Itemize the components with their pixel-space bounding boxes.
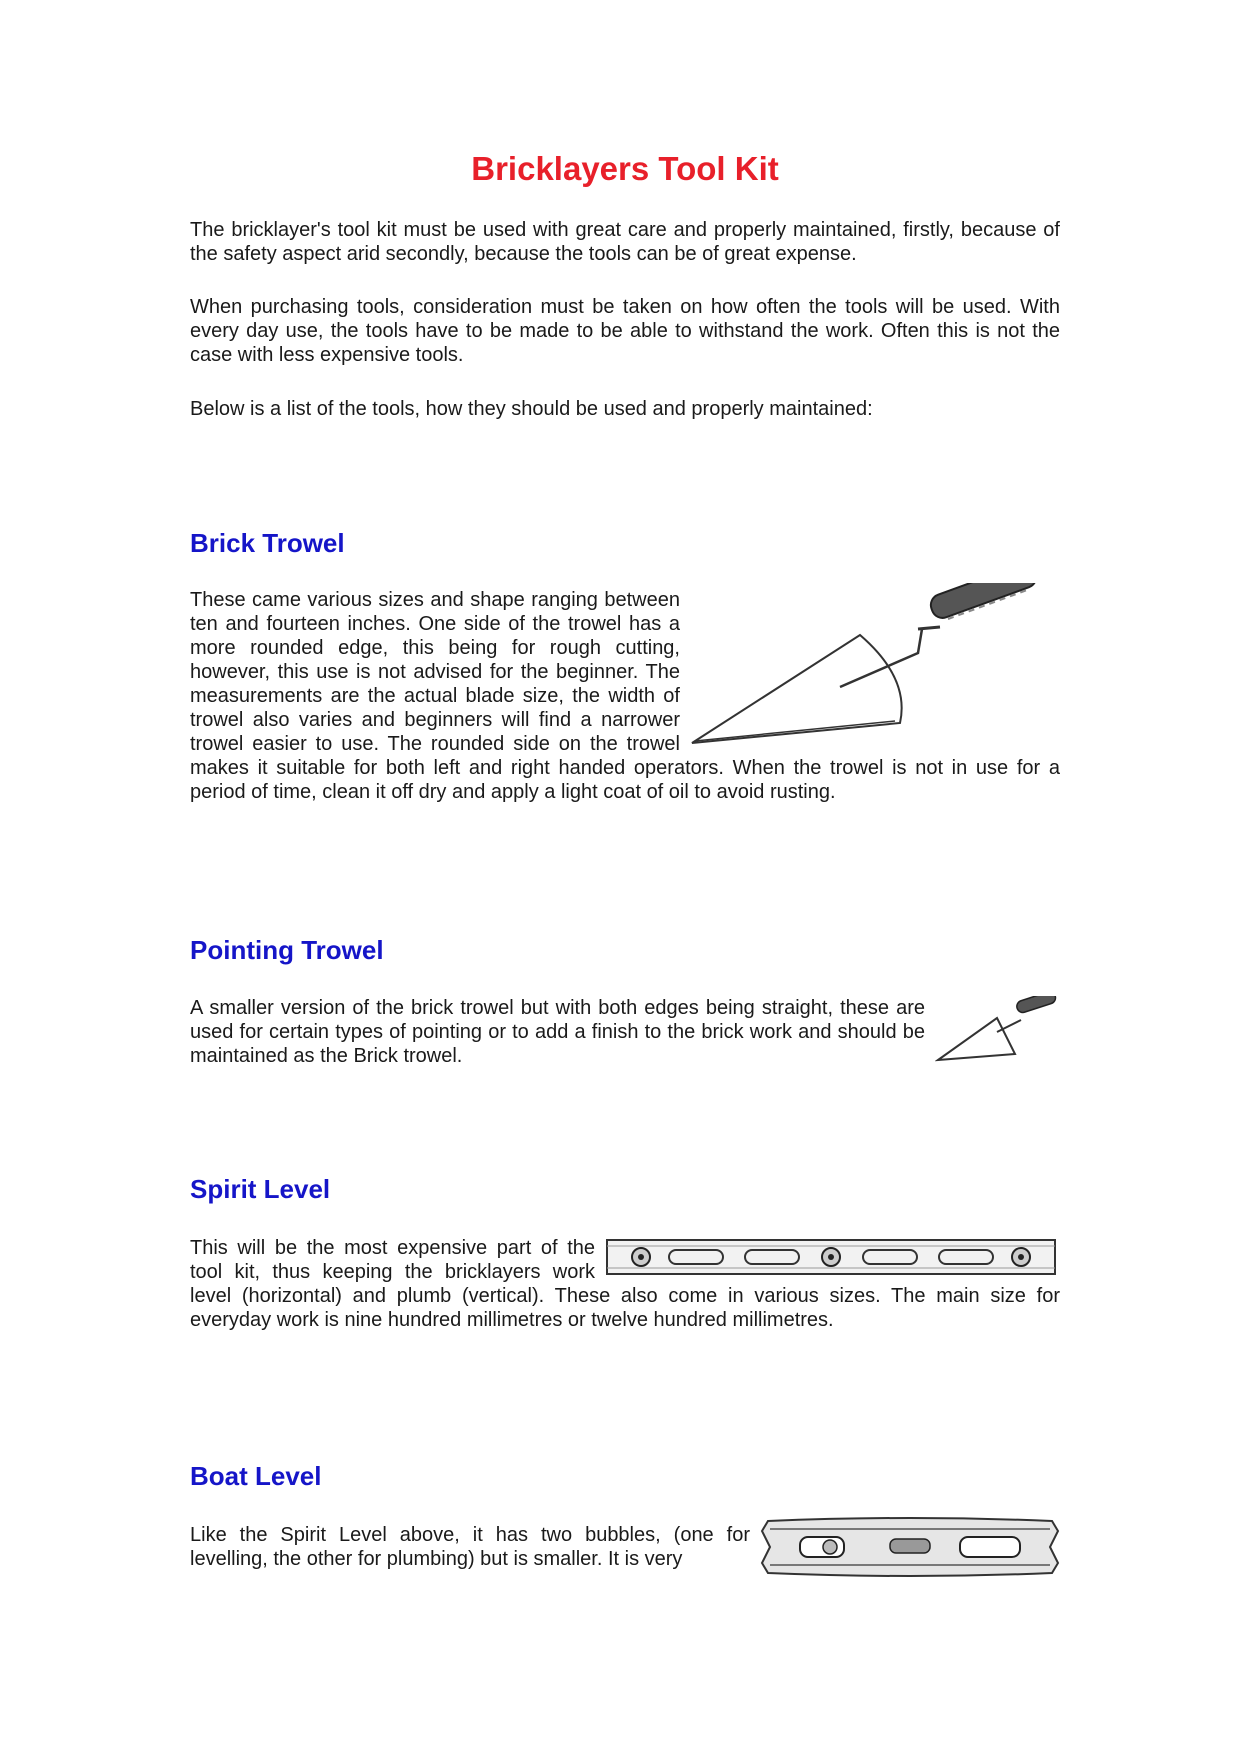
section-heading-spirit-level: Spirit Level (190, 1174, 331, 1204)
section-heading-boat-level: Boat Level (190, 1461, 322, 1491)
pointing-trowel-illustration (935, 996, 1060, 1066)
brick-trowel-illustration (690, 583, 1060, 753)
boat-level-illustration (760, 1517, 1060, 1577)
section-text-brick-trowel: These came various sizes and shape ranging between ten and fourteen inches. One side of the trowel has a more rounded edge, this being for rough cutting, however, this use is not advised for the beginner. The measurements are the actual blade size, the width of trowel also varies and beginners will find a narrower trowel easier to use. The rounded side on the trowel makes it suitable for both left and right handed operators. When the trowel is not in use for a period of time, clean it off dry and apply a light coat of oil to avoid rusting. (190, 589, 1060, 803)
intro-paragraph-2: When purchasing tools, consideration must be taken on how often the tools will be used. With every day use, the tools have to be made to be able to withstand the work. Often this is not the case with less expensive tools. (190, 296, 1060, 366)
intro-paragraph-1: The bricklayer's tool kit must be used with great care and properly maintained, firstly, because of the safety aspect arid secondly, because the tools can be of great expense. (190, 219, 1060, 265)
section-body-brick-trowel (190, 588, 1060, 804)
page-title: Bricklayers Tool Kit (471, 150, 779, 187)
intro-paragraph-3: Below is a list of the tools, how they should be used and properly maintained: (190, 398, 873, 420)
section-body-pointing-trowel (190, 996, 1060, 1068)
section-heading-brick-trowel: Brick Trowel (190, 528, 345, 558)
section-text-pointing-trowel: A smaller version of the brick trowel but with both edges being straight, these are used for certain types of pointing or to add a finish to the brick work and should be maintained as the Brick trowel. (190, 997, 925, 1067)
section-text-boat-level: Like the Spirit Level above, it has two bubbles, (one for levelling, the other for plumbing) but is smaller. It is very (190, 1524, 750, 1570)
section-body-boat-level (190, 1523, 1060, 1577)
section-body-spirit-level (190, 1236, 1060, 1332)
section-heading-pointing-trowel: Pointing Trowel (190, 935, 384, 965)
spirit-level-illustration (605, 1234, 1060, 1282)
section-text-spirit-level: This will be the most expensive part of the tool kit, thus keeping the bricklayers work level (horizontal) and plumb (vertical). These also come in various sizes. The main size for everyday work is nine hundred millimetres or twelve hundred millimetres. (190, 1237, 1060, 1331)
